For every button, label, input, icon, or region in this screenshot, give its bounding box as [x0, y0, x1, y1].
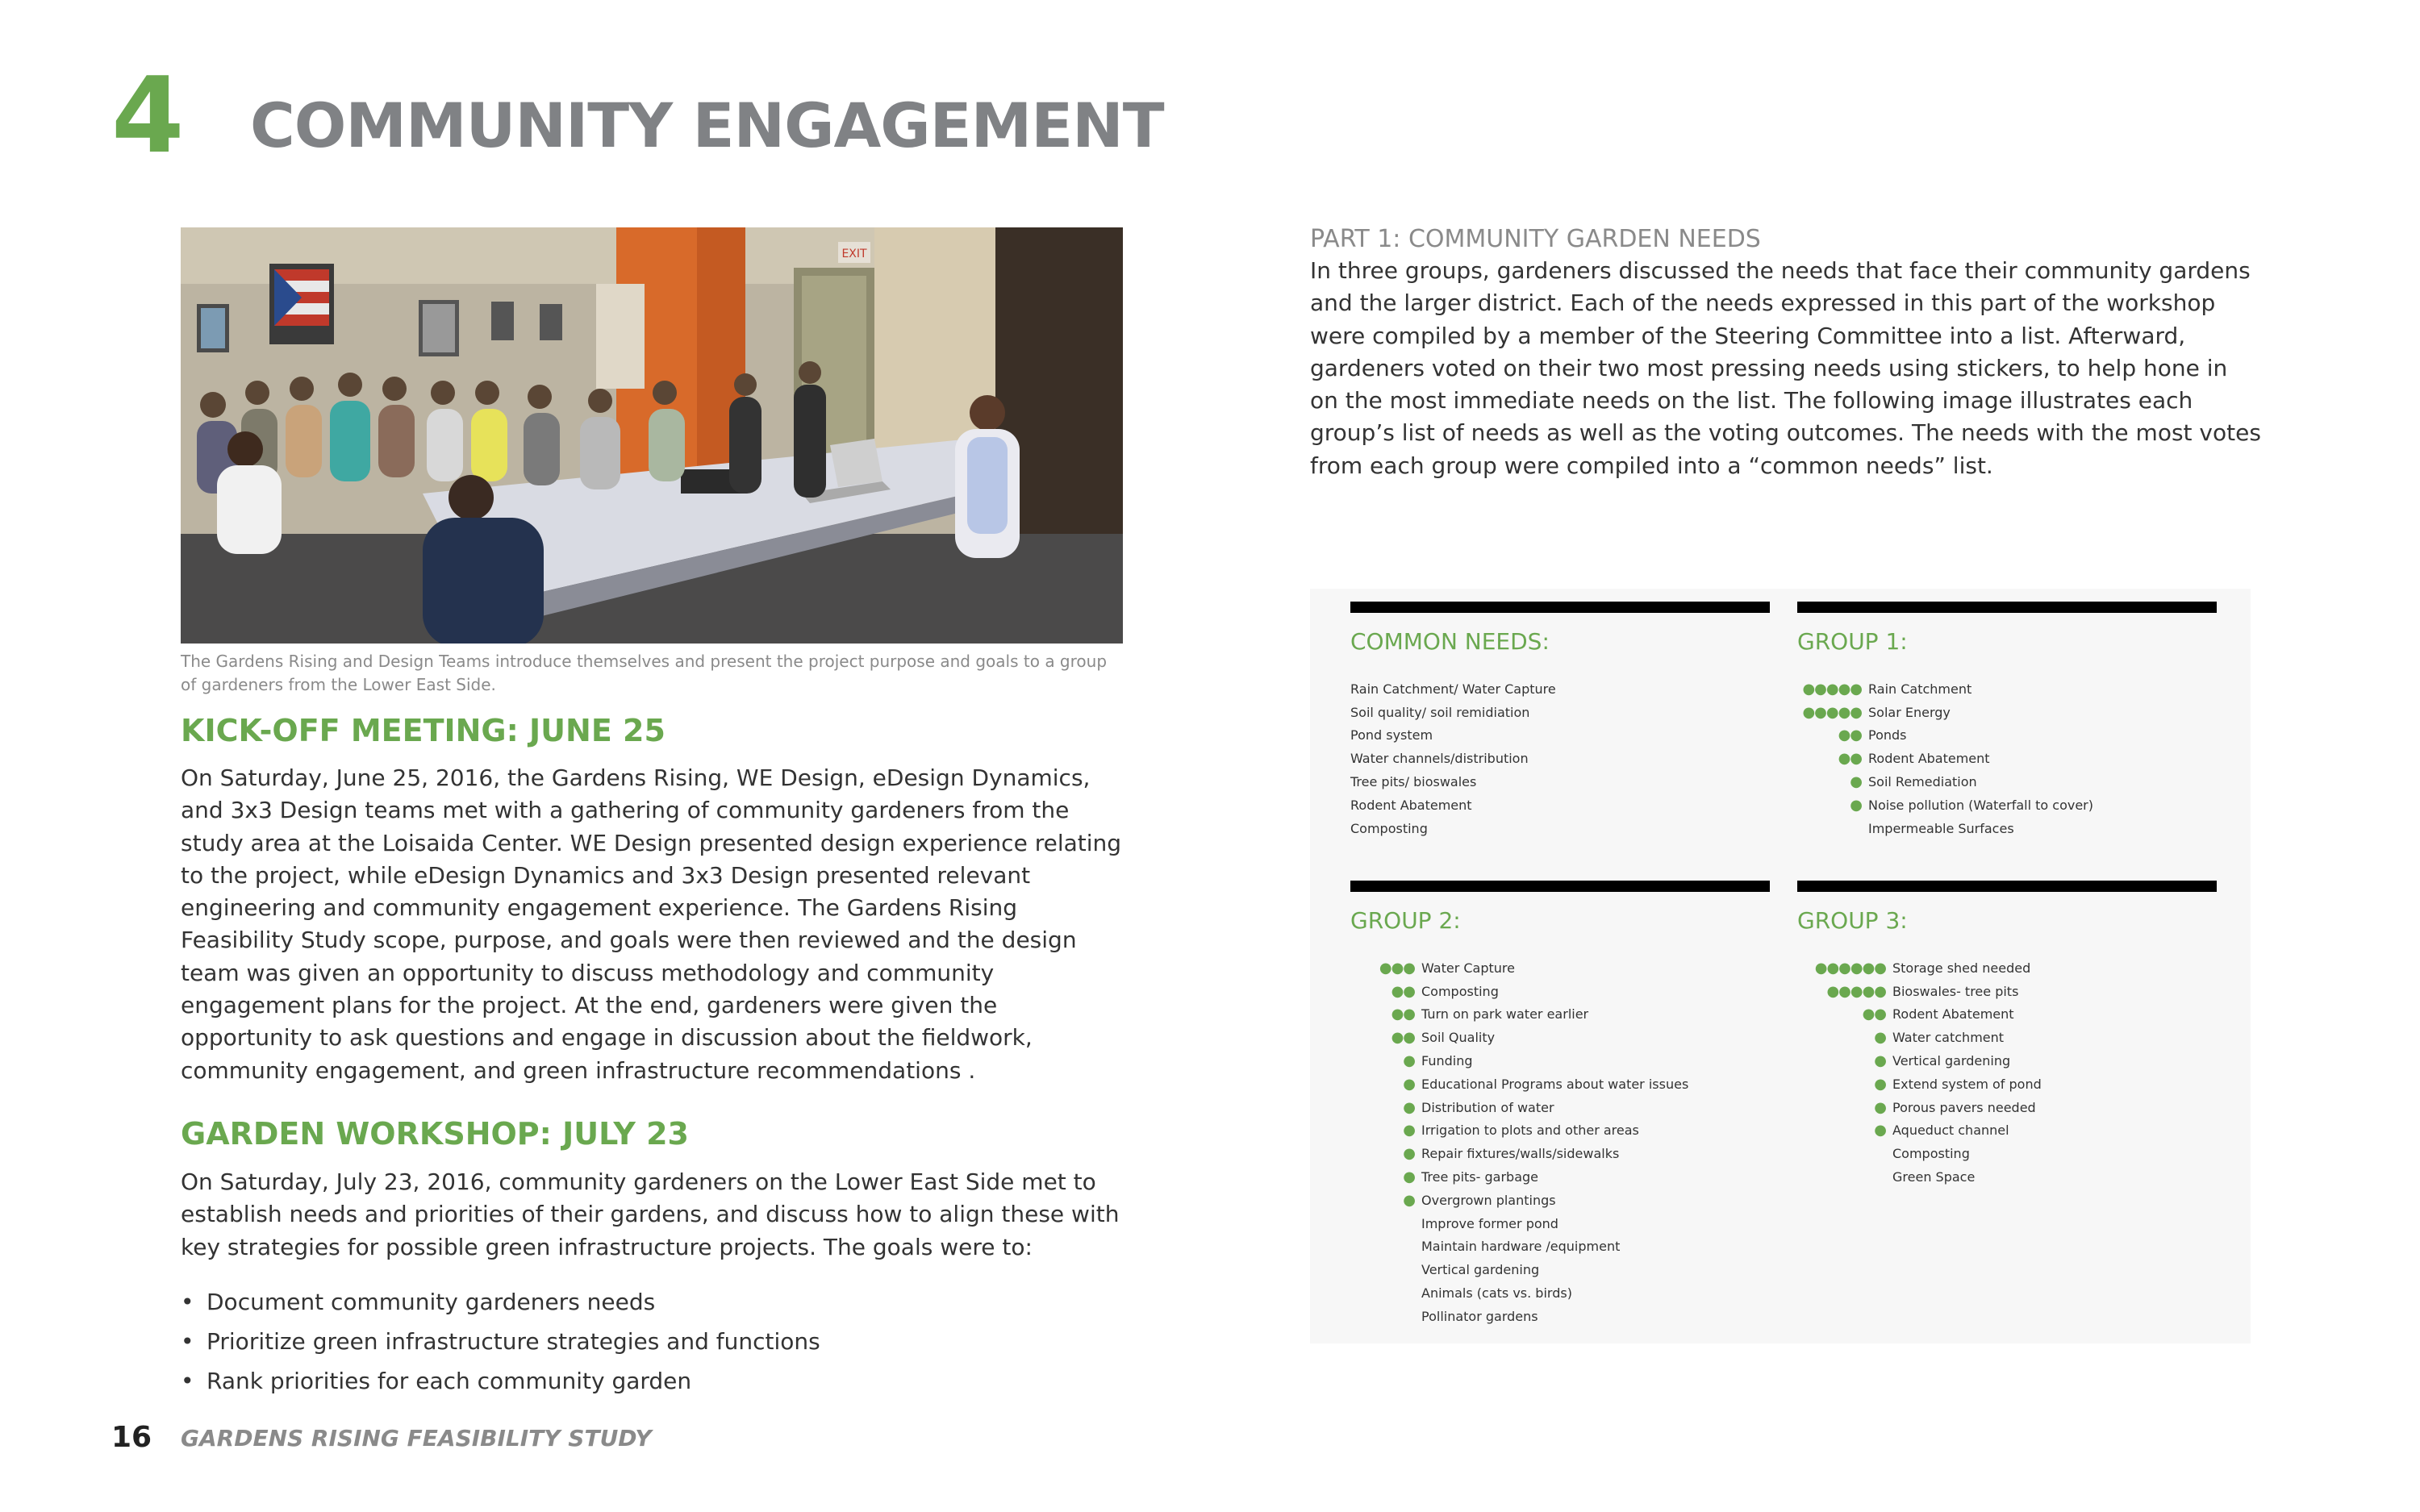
need-label: Animals (cats vs. birds): [1421, 1285, 1572, 1302]
need-item: [1350, 817, 1770, 840]
needs-panel: [1310, 589, 2251, 1343]
need-item: [1350, 724, 1770, 748]
need-item: [1350, 1142, 1770, 1165]
group-title: GROUP 2:: [1350, 907, 1461, 934]
need-label: Soil Remediation: [1868, 774, 1977, 790]
need-item: [1797, 1026, 2217, 1049]
need-label: Water channels/distribution: [1350, 751, 1529, 767]
need-item: [1350, 956, 1770, 980]
vote-dots: ●: [1850, 796, 1862, 814]
group-divider-bar: [1350, 602, 1770, 613]
need-item: [1797, 747, 2217, 770]
footer-document-title: GARDENS RISING FEASIBILITY STUDY: [181, 1425, 652, 1452]
need-item: [1797, 770, 2217, 793]
vote-dots: ●●: [1391, 1006, 1415, 1023]
need-label: Vertical gardening: [1421, 1262, 1540, 1278]
need-label: Impermeable Surfaces: [1868, 820, 2014, 836]
need-item: [1350, 980, 1770, 1003]
need-label: Composting: [1421, 983, 1499, 999]
vote-dots: ●●: [1391, 982, 1415, 1000]
vote-dots: ●: [1403, 1122, 1415, 1139]
page-number: 16: [111, 1421, 152, 1454]
vote-dots: ●: [1403, 1168, 1415, 1186]
need-label: Aqueduct channel: [1892, 1123, 2009, 1139]
vote-dots: ●●: [1838, 727, 1862, 744]
vote-dots: ●: [1874, 1098, 1886, 1116]
group-title: GROUP 1:: [1797, 628, 1908, 655]
need-label: Ponds: [1868, 727, 1907, 744]
need-item: [1797, 1096, 2217, 1119]
goal-item: • Document community gardeners needs: [181, 1282, 1133, 1322]
vote-dots: ●: [1403, 1052, 1415, 1070]
need-label: Maintain hardware /equipment: [1421, 1239, 1621, 1255]
needs-list: [1350, 956, 1770, 1328]
meeting-photo: [181, 227, 1123, 644]
group-1: [1797, 602, 2217, 840]
need-item: [1797, 793, 2217, 817]
need-item: [1350, 770, 1770, 793]
kickoff-body: On Saturday, June 25, 2016, the Gardens Rising, WE Design, eDesign Dynamics, and 3x3 Design teams met with a gathering of community gardeners from the study area at the Loisaida Center. WE Design presented design experience relating to the project, while eDesign Dynamics and 3x3 Design presented relevant engineering and community engagement experience. The Gardens Rising Feasibility Study scope, purpose, and goals were then reviewed and the design team was given an opportunity to discuss methodology and community engagement plans for the project. At the end, gardeners were given the opportunity to ask questions and engage in discussion about the fieldwork, community engagement, and green infrastructure recommendations .: [181, 764, 1122, 1084]
workshop-body: On Saturday, July 23, 2016, community gardeners on the Lower East Side met to establish needs and priorities of their gardens, and discuss how to align these with key strategies for possible green infrastructure projects. The goals were to:: [181, 1168, 1120, 1260]
need-item: [1350, 677, 1770, 701]
need-label: Pollinator gardens: [1421, 1308, 1538, 1324]
needs-list: [1797, 677, 2217, 840]
need-item: [1797, 980, 2217, 1003]
vote-dots: ●: [1874, 1075, 1886, 1093]
need-label: Green Space: [1892, 1169, 1976, 1185]
group-divider-bar: [1350, 881, 1770, 892]
need-label: Soil Quality: [1421, 1030, 1496, 1046]
need-label: Funding: [1421, 1053, 1473, 1069]
photo-caption: The Gardens Rising and Design Teams introduce themselves and present the project purpose and goals to a group of gardeners from the Lower East Side.: [181, 652, 1108, 694]
need-label: Distribution of water: [1421, 1099, 1554, 1115]
group-title: COMMON NEEDS:: [1350, 628, 1550, 655]
vote-dots: ●●●●●: [1802, 703, 1862, 721]
need-label: Composting: [1892, 1146, 1970, 1162]
vote-dots: ●●●●●: [1826, 982, 1886, 1000]
group-divider-bar: [1797, 602, 2217, 613]
need-item: [1350, 793, 1770, 817]
need-label: Rain Catchment: [1868, 681, 1972, 697]
vote-dots: ●: [1403, 1075, 1415, 1093]
vote-dots: ●●●●●: [1802, 680, 1862, 698]
need-label: Porous pavers needed: [1892, 1099, 2036, 1115]
need-item: [1797, 1165, 2217, 1189]
need-label: Educational Programs about water issues: [1421, 1076, 1689, 1092]
common-needs-group: [1350, 602, 1770, 840]
need-item: [1797, 1142, 2217, 1165]
need-item: [1350, 701, 1770, 724]
need-label: Rain Catchment/ Water Capture: [1350, 681, 1556, 697]
workshop-heading: GARDEN WORKSHOP: JULY 23: [181, 1116, 689, 1152]
need-label: Bioswales- tree pits: [1892, 983, 2019, 999]
vote-dots: ●●: [1391, 1029, 1415, 1047]
group-title: GROUP 3:: [1797, 907, 1908, 934]
vote-dots: ●: [1874, 1029, 1886, 1047]
need-item: [1350, 1026, 1770, 1049]
need-label: Water Capture: [1421, 960, 1515, 976]
needs-list: [1350, 677, 1770, 840]
vote-dots: ●: [1403, 1098, 1415, 1116]
need-item: [1797, 1073, 2217, 1096]
need-item: [1350, 1212, 1770, 1235]
goals-list: [181, 1282, 1133, 1401]
vote-dots: ●●●●●●: [1814, 959, 1886, 977]
vote-dots: ●●: [1862, 1006, 1886, 1023]
vote-dots: ●: [1850, 773, 1862, 791]
need-item: [1350, 1049, 1770, 1073]
need-label: Irrigation to plots and other areas: [1421, 1123, 1639, 1139]
need-item: [1350, 1119, 1770, 1143]
need-label: Extend system of pond: [1892, 1076, 2042, 1092]
need-item: [1797, 677, 2217, 701]
goal-item: • Prioritize green infrastructure strategies and functions: [181, 1322, 1133, 1361]
need-item: [1350, 1258, 1770, 1281]
need-label: Composting: [1350, 820, 1428, 836]
need-label: Soil quality/ soil remidiation: [1350, 704, 1530, 720]
need-item: [1797, 1003, 2217, 1027]
need-item: [1350, 1165, 1770, 1189]
need-item: [1350, 1189, 1770, 1212]
need-item: [1797, 817, 2217, 840]
need-item: [1797, 1049, 2217, 1073]
need-label: Overgrown plantings: [1421, 1192, 1556, 1208]
vote-dots: ●: [1874, 1052, 1886, 1070]
need-label: Turn on park water earlier: [1421, 1006, 1589, 1023]
need-label: Water catchment: [1892, 1030, 2005, 1046]
need-label: Solar Energy: [1868, 704, 1951, 720]
need-label: Vertical gardening: [1892, 1053, 2011, 1069]
need-label: Pond system: [1350, 727, 1433, 744]
vote-dots: ●: [1403, 1145, 1415, 1163]
need-item: [1350, 1073, 1770, 1096]
need-item: [1350, 1003, 1770, 1027]
need-item: [1350, 1096, 1770, 1119]
need-label: Repair fixtures/walls/sidewalks: [1421, 1146, 1620, 1162]
need-label: Improve former pond: [1421, 1215, 1558, 1231]
need-item: [1797, 956, 2217, 980]
kickoff-heading: KICK-OFF MEETING: JUNE 25: [181, 713, 666, 748]
need-item: [1350, 1235, 1770, 1259]
part1-body: In three groups, gardeners discussed the needs that face their community gardens and the larger district. Each of the needs expressed in this part of the workshop were compiled by a member of the Steering Committee into a list. Afterward, gardeners voted on their two most pressing needs using stickers, to help hone in on the most immediate needs on the list. The following image illustrates each group’s list of needs as well as the voting outcomes. The needs with the most votes from each group were compiled into a “common needs” list.: [1310, 257, 2261, 479]
need-item: [1350, 1281, 1770, 1305]
need-label: Tree pits/ bioswales: [1350, 774, 1477, 790]
need-label: Rodent Abatement: [1892, 1006, 2014, 1023]
goal-item: • Rank priorities for each community garden: [181, 1361, 1133, 1401]
need-item: [1350, 1305, 1770, 1328]
vote-dots: ●: [1403, 1191, 1415, 1209]
chapter-number: 4: [111, 54, 183, 177]
chapter-title: COMMUNITY ENGAGEMENT: [250, 90, 1164, 161]
part1-heading: PART 1: COMMUNITY GARDEN NEEDS: [1310, 225, 1761, 253]
needs-list: [1797, 956, 2217, 1189]
vote-dots: ●●●: [1379, 959, 1415, 977]
group-divider-bar: [1797, 881, 2217, 892]
need-item: [1797, 701, 2217, 724]
need-label: Storage shed needed: [1892, 960, 2031, 976]
vote-dots: ●: [1874, 1122, 1886, 1139]
need-label: Rodent Abatement: [1868, 751, 1990, 767]
exit-sign: EXIT: [841, 248, 867, 260]
group-2: [1350, 881, 1770, 1328]
need-label: Tree pits- garbage: [1421, 1169, 1538, 1185]
vote-dots: ●●: [1838, 750, 1862, 768]
need-item: [1797, 724, 2217, 748]
group-3: [1797, 881, 2217, 1189]
need-label: Noise pollution (Waterfall to cover): [1868, 797, 2093, 813]
need-item: [1797, 1119, 2217, 1143]
need-label: Rodent Abatement: [1350, 797, 1472, 813]
need-item: [1350, 747, 1770, 770]
